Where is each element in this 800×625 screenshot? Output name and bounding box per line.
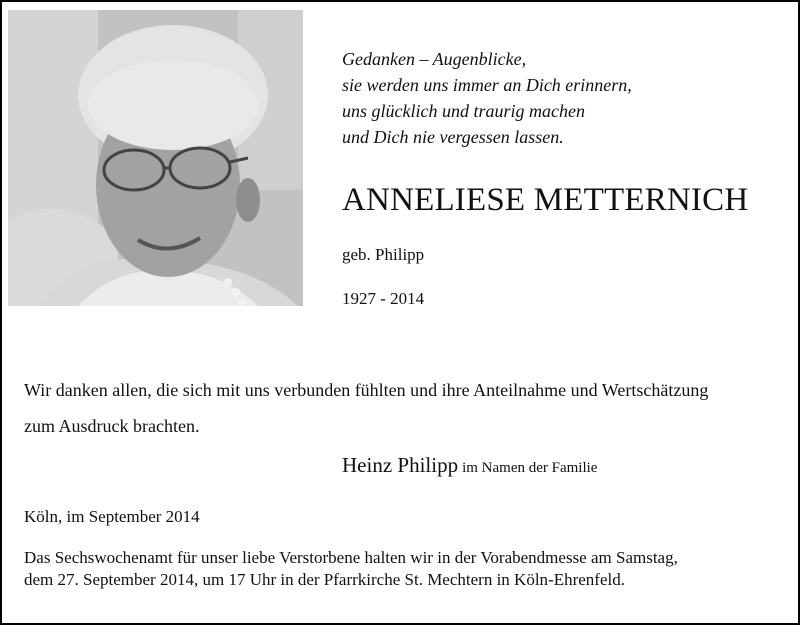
signer-name: Heinz Philipp: [342, 453, 459, 477]
birth-name: geb. Philipp: [342, 245, 425, 264]
thanks-line: Wir danken allen, die sich mit uns verbunden fühlten und ihre Anteilnahme und Wertschätzung: [24, 380, 709, 400]
poem-line: uns glücklich und traurig machen: [342, 101, 585, 121]
deceased-name: ANNELIESE METTERNICH: [342, 182, 749, 218]
poem-line: und Dich nie vergessen lassen.: [342, 127, 564, 147]
thanks-text: [24, 372, 794, 444]
poem-line: sie werden uns immer an Dich erinnern,: [342, 75, 632, 95]
portrait-photo-icon: [8, 10, 303, 306]
service-line: dem 27. September 2014, um 17 Uhr in der Pfarrkirche St. Mechtern in Köln-Ehrenfeld.: [24, 570, 625, 589]
life-years: 1927 - 2014: [342, 289, 425, 308]
place-date: Köln, im September 2014: [24, 507, 200, 526]
portrait-photo: [8, 10, 303, 306]
service-line: Das Sechswochenamt für unser liebe Verstorbene halten wir in der Vorabendmesse am Samstag,: [24, 548, 678, 567]
poem: [342, 46, 632, 150]
service-notice: [24, 547, 794, 591]
signer-family: im Namen der Familie: [462, 460, 598, 476]
poem-line: Gedanken – Augenblicke,: [342, 49, 527, 69]
thanks-line: zum Ausdruck brachten.: [24, 416, 200, 436]
signature: [342, 453, 597, 478]
